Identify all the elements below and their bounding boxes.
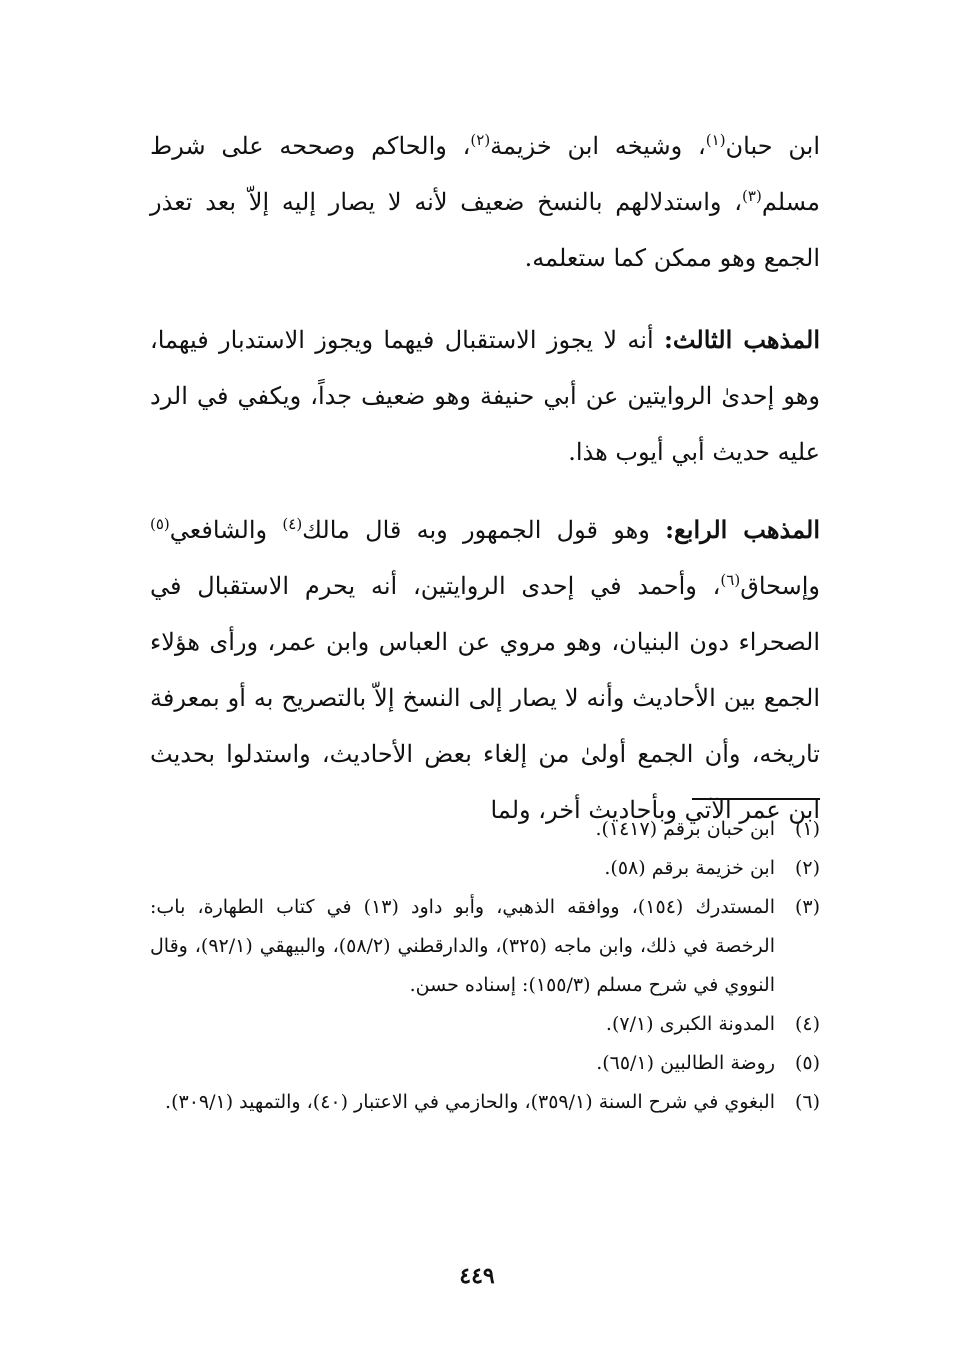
paragraph-heading: المذهب الرابع:	[665, 515, 820, 544]
text-segment: ، وأحمد في إحدى الروايتين، أنه يحرم الاستقبال في الصحراء دون البنيان، وهو مروي عن العباس وابن عمر، ورأى هؤلاء الجمع بين الأحاديث وأنه لا يصار إلى النسخ إلاّ بالتصريح به أو بمعرفة تاريخه، وأن الجمع أولىٰ من إلغاء بعض الأحاديث، واستدلوا بحديث ابن عمر الآتي وبأحاديث أخر، ولما	[150, 572, 820, 824]
footnote-text: المدونة الكبرى (٧/١).	[605, 1013, 775, 1035]
footnote-item	[150, 1044, 820, 1083]
paragraph-heading: المذهب الثالث:	[663, 325, 820, 354]
footnote-item	[150, 849, 820, 888]
text-segment: ، واستدلالهم بالنسخ ضعيف لأنه لا يصار إليه إلاّ بعد تعذر الجمع وهو ممكن كما ستعلمه.	[150, 188, 820, 272]
text-segment: ابن حبان	[725, 132, 820, 160]
footnote-item	[150, 1005, 820, 1044]
text-segment: والشافعي	[169, 516, 283, 544]
paragraph-third-school	[150, 312, 820, 480]
text-segment: وهو قول الجمهور وبه قال مالك	[302, 516, 666, 544]
footnote-ref-4: (٤)	[282, 515, 303, 533]
footnote-item	[150, 1083, 820, 1122]
footnote-text: المستدرك (١٥٤)، ووافقه الذهبي، وأبو داود (١٣) في كتاب الطهارة، باب: الرخصة في ذلك، وابن ماجه (٣٢٥)، والدارقطني (٥٨/٢)، والبيهقي (٩٢/١)، وقال النووي في شرح مسلم (١٥٥/٣): إسناده حسن.	[150, 896, 776, 996]
footnote-text: البغوي في شرح السنة (٣٥٩/١)، والحازمي في الاعتبار (٤٠)، والتمهيد (٣٠٩/١).	[165, 1091, 775, 1113]
footnote-number: (٤)	[794, 1013, 820, 1035]
text-segment: وإسحاق	[740, 572, 820, 600]
text-segment: أنه لا يجوز الاستقبال فيهما ويجوز الاستدبار فيهما، وهو إحدىٰ الروايتين عن أبي حنيفة وهو ضعيف جداً، ويكفي في الرد عليه حديث أبي أيوب هذا.	[150, 326, 820, 466]
footnote-number: (٢)	[794, 857, 820, 879]
text-segment: ، وشيخه ابن خزيمة	[490, 132, 706, 160]
paragraph-fourth-school	[150, 502, 820, 838]
footnote-text: روضة الطالبين (٦٥/١).	[596, 1052, 775, 1074]
page-number: ٤٤٩	[459, 1263, 495, 1289]
text-segment: ، والحاكم وصححه على شرط مسلم	[150, 132, 820, 216]
main-text	[150, 118, 820, 860]
footnote-text: ابن حبان برقم (١٤١٧).	[595, 818, 775, 840]
footnote-separator	[692, 798, 820, 800]
footnote-item	[150, 888, 820, 1005]
footnote-text: ابن خزيمة برقم (٥٨).	[604, 857, 775, 879]
footnote-number: (٦)	[794, 1091, 820, 1113]
footnote-number: (١)	[794, 818, 820, 840]
footnote-ref-2: (٢)	[470, 131, 491, 149]
footnote-item	[150, 810, 820, 849]
paragraph-continuation	[150, 118, 820, 286]
footnote-number: (٣)	[794, 896, 820, 918]
footnote-ref-6: (٦)	[720, 571, 741, 589]
footnote-number: (٥)	[794, 1052, 820, 1074]
footnote-ref-1: (١)	[705, 131, 726, 149]
footnotes-list	[150, 810, 820, 1122]
footnote-ref-3: (٣)	[742, 187, 762, 205]
footnote-ref-5: (٥)	[150, 515, 170, 533]
